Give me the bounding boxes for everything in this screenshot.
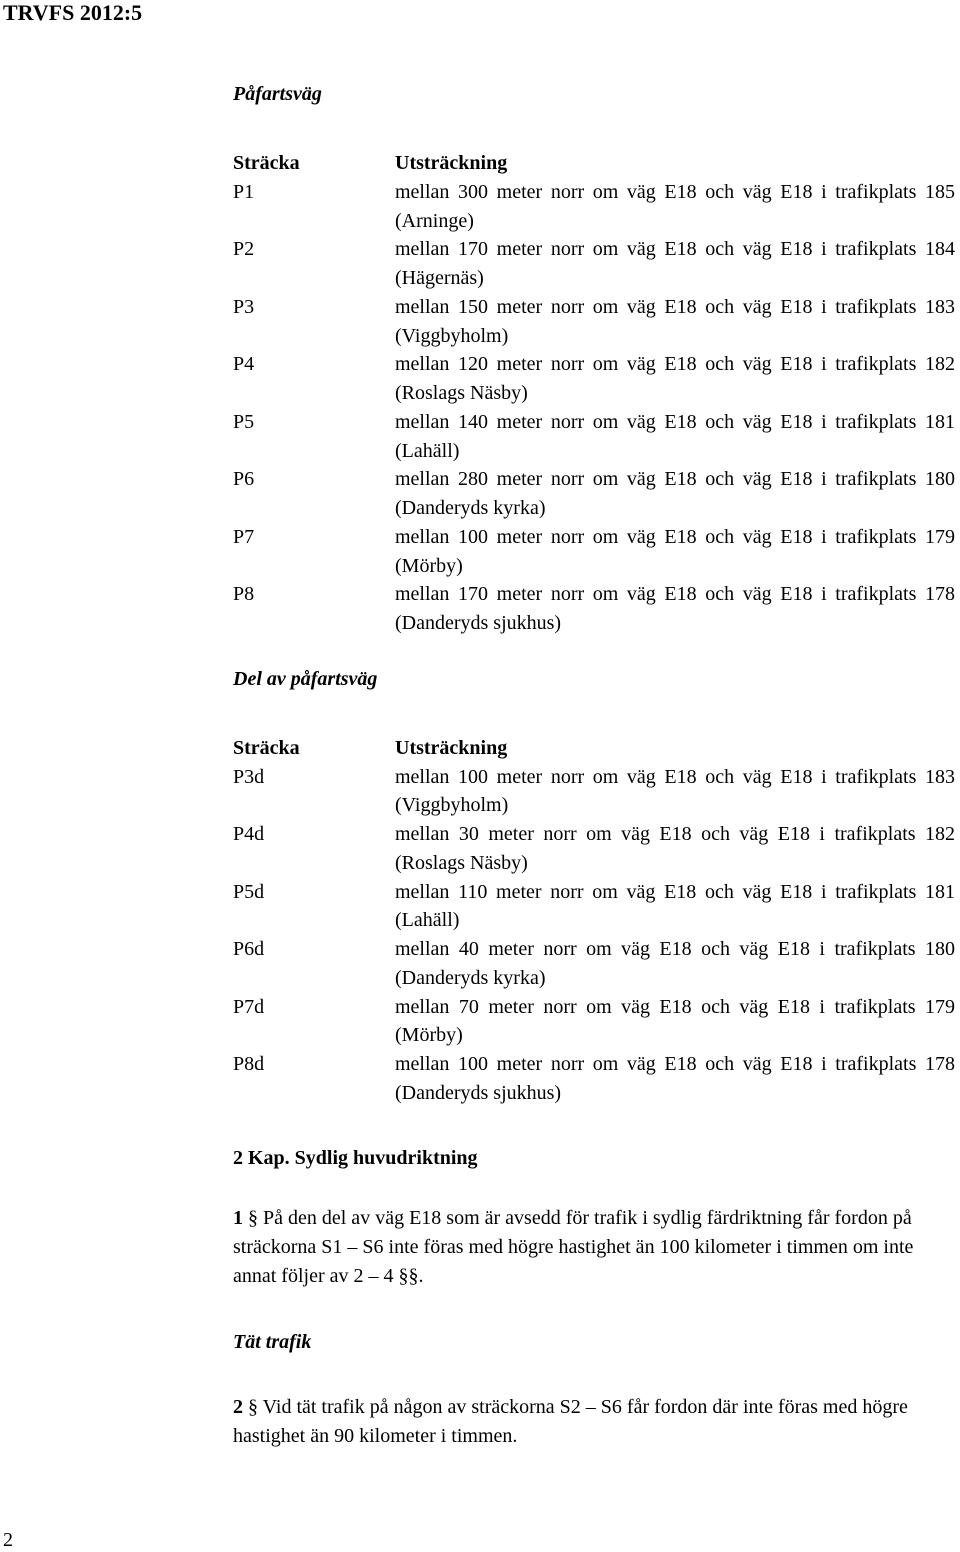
stracka-code: P7 xyxy=(233,525,255,548)
utstrackning-text: mellan 280 meter norr om väg E18 och väg E18 i trafikplats 180 (Danderyds kyrka) xyxy=(395,468,955,519)
del-av-pafartsvag-table xyxy=(233,734,955,1108)
utstrackning-text: mellan 170 meter norr om väg E18 och väg E18 i trafikplats 178 (Danderyds sjukhus) xyxy=(395,583,955,634)
spacer xyxy=(233,1291,955,1328)
table-header-row xyxy=(233,734,955,763)
table-row xyxy=(233,935,955,993)
paragraph-number: 2 xyxy=(233,1395,243,1418)
utstrackning-text: mellan 100 meter norr om väg E18 och väg E18 i trafikplats 179 (Mörby) xyxy=(395,525,955,577)
table-row xyxy=(233,408,955,466)
table-row xyxy=(233,1050,955,1108)
page-number: 2 xyxy=(3,1529,13,1551)
paragraph-1 xyxy=(233,1204,955,1291)
stracka-code: P2 xyxy=(233,238,255,261)
spacer xyxy=(233,1356,955,1393)
table-row xyxy=(233,993,955,1051)
utstrackning-text: mellan 300 meter norr om väg E18 och väg E18 i trafikplats 185 (Arninge) xyxy=(395,180,955,232)
utstrackning-text: mellan 30 meter norr om väg E18 och väg E18 i trafikplats 182 (Roslags Näsby) xyxy=(395,823,955,874)
spacer xyxy=(233,638,955,665)
section-title-del-av-pafartsvag: Del av påfartsväg xyxy=(233,667,378,690)
table-row xyxy=(233,465,955,523)
table-row xyxy=(233,178,955,236)
table-row xyxy=(233,820,955,878)
stracka-code: P3 xyxy=(233,295,255,318)
stracka-code: P1 xyxy=(233,180,255,203)
column-header-stracka: Sträcka xyxy=(233,736,300,759)
spacer xyxy=(233,693,955,734)
section-sign-icon: § xyxy=(248,1206,258,1229)
document-header: TRVFS 2012:5 xyxy=(3,0,143,25)
column-header-utstrackning: Utsträckning xyxy=(395,152,508,174)
table-row xyxy=(233,523,955,581)
spacer xyxy=(233,1108,955,1144)
paragraph-text: Vid tät trafik på någon av sträckorna S2 – S6 får fordon där inte föras med högre hastighet än 90 kilometer i timmen. xyxy=(233,1395,908,1447)
paragraph-number: 1 xyxy=(233,1206,243,1229)
stracka-code: P6d xyxy=(233,938,265,960)
utstrackning-text: mellan 140 meter norr om väg E18 och väg E18 i trafikplats 181 (Lahäll) xyxy=(395,410,955,462)
table-row xyxy=(233,350,955,408)
stracka-code: P8 xyxy=(233,583,255,606)
pafartsvag-table xyxy=(233,149,955,638)
stracka-code: P7d xyxy=(233,995,265,1018)
table-row xyxy=(233,580,955,638)
column-header-stracka: Sträcka xyxy=(233,152,300,174)
utstrackning-text: mellan 40 meter norr om väg E18 och väg E18 i trafikplats 180 (Danderyds kyrka) xyxy=(395,938,955,989)
table-row xyxy=(233,235,955,293)
section-title-pafartsvag: Påfartsväg xyxy=(233,83,322,105)
utstrackning-text: mellan 70 meter norr om väg E18 och väg E18 i trafikplats 179 (Mörby) xyxy=(395,995,955,1047)
stracka-code: P6 xyxy=(233,468,255,491)
utstrackning-text: mellan 100 meter norr om väg E18 och väg E18 i trafikplats 178 (Danderyds sjukhus) xyxy=(395,1053,955,1104)
paragraph-text: På den del av väg E18 som är avsedd för trafik i sydlig färdriktning får fordon på sträckorna S1 – S6 inte föras med högre hastighet än 100 kilometer i timmen om inte annat följer av 2 – 4 §§. xyxy=(233,1206,914,1287)
table-header-row xyxy=(233,149,955,178)
stracka-code: P3d xyxy=(233,765,265,788)
stracka-code: P5d xyxy=(233,880,265,903)
stracka-code: P4 xyxy=(233,353,255,376)
stracka-code: P5 xyxy=(233,410,255,433)
utstrackning-text: mellan 120 meter norr om väg E18 och väg E18 i trafikplats 182 (Roslags Näsby) xyxy=(395,353,955,404)
utstrackning-text: mellan 170 meter norr om väg E18 och väg E18 i trafikplats 184 (Hägernäs) xyxy=(395,238,955,289)
utstrackning-text: mellan 150 meter norr om väg E18 och väg E18 i trafikplats 183 (Viggbyholm) xyxy=(395,295,955,347)
utstrackning-text: mellan 100 meter norr om väg E18 och väg E18 i trafikplats 183 (Viggbyholm) xyxy=(395,765,955,817)
paragraph-2 xyxy=(233,1393,955,1451)
table-row xyxy=(233,293,955,351)
section-sign-icon: § xyxy=(248,1395,258,1418)
stracka-code: P8d xyxy=(233,1053,265,1075)
utstrackning-text: mellan 110 meter norr om väg E18 och väg E18 i trafikplats 181 (Lahäll) xyxy=(395,880,955,932)
stracka-code: P4d xyxy=(233,823,265,845)
chapter-title: 2 Kap. Sydlig huvudriktning xyxy=(233,1146,478,1169)
table-row xyxy=(233,878,955,936)
table-row xyxy=(233,763,955,821)
column-header-utstrackning: Utsträckning xyxy=(395,736,508,759)
document-body xyxy=(233,80,955,1451)
spacer xyxy=(233,108,955,149)
spacer xyxy=(233,1172,955,1204)
subheading-tat-trafik: Tät trafik xyxy=(233,1330,312,1353)
